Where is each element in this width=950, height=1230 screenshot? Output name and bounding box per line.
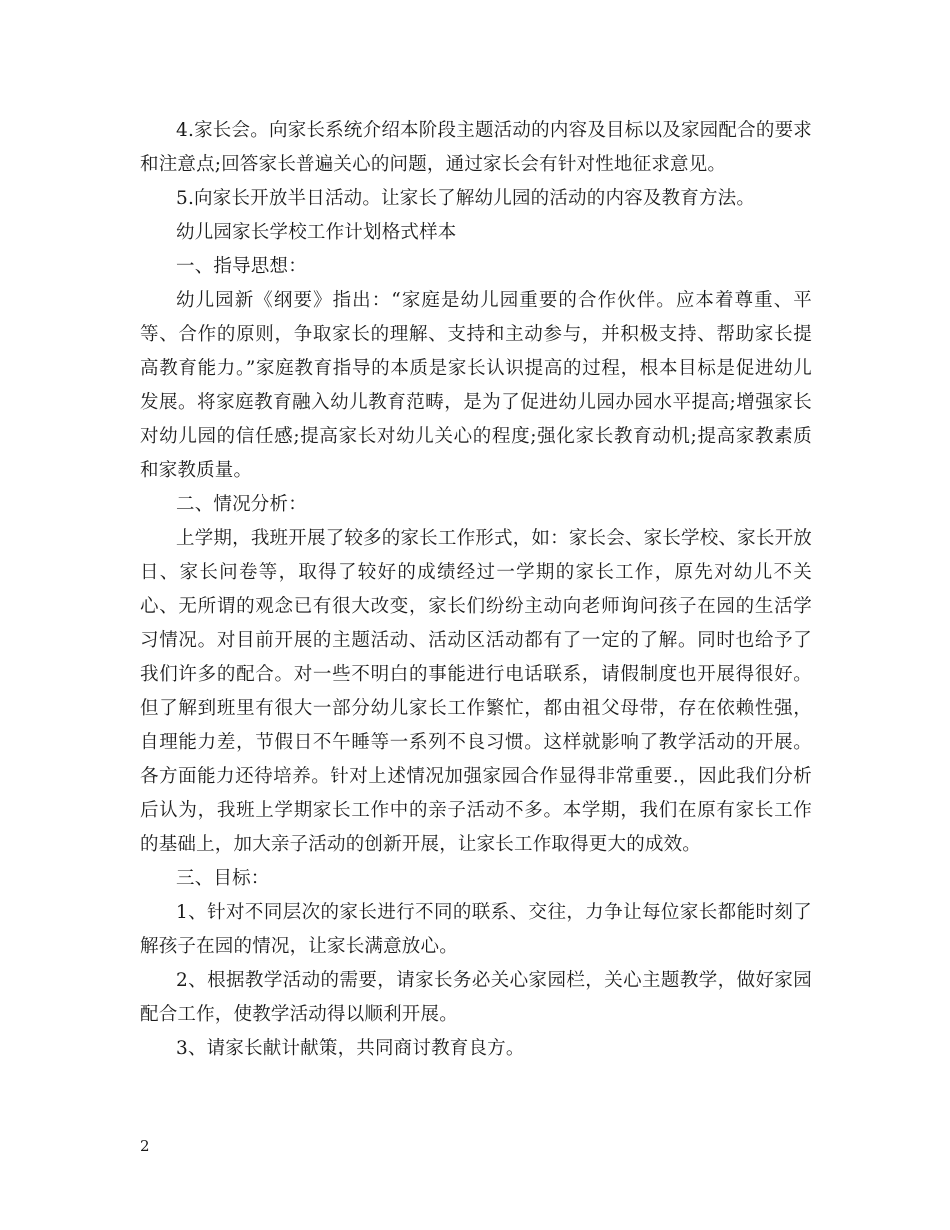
page-body <box>140 114 812 1066</box>
paragraph-guiding-ideology: 幼儿园新《纲要》指出：“家庭是幼儿园重要的合作伙伴。应本着尊重、平等、合作的原则，争取家长的理解、支持和主动参与，并积极支持、帮助家长提高教育能力。”家庭教育指导的本质是家长认识提高的过程，根本目标是促进幼儿发展。将家庭教育融入幼儿教育范畴，是为了促进幼儿园办园水平提高;增强家长对幼儿园的信任感;提高家长对幼儿关心的程度;强化家长教育动机;提高家教素质和家教质量。 <box>140 290 812 481</box>
goal-item-1: 1、针对不同层次的家长进行不同的联系、交往，力争让每位家长都能时刻了解孩子在园的情况，让家长满意放心。 <box>140 902 812 957</box>
heading-situation-analysis: 二、情况分析： <box>176 494 307 515</box>
heading-guiding-ideology: 一、指导思想： <box>176 256 307 277</box>
section-title: 幼儿园家长学校工作计划格式样本 <box>176 222 457 243</box>
paragraph-open-half-day: 5.向家长开放半日活动。让家长了解幼儿园的活动的内容及教育方法。 <box>176 188 756 209</box>
paragraph-situation-analysis: 上学期，我班开展了较多的家长工作形式，如：家长会、家长学校、家长开放日、家长问卷等，取得了较好的成绩经过一学期的家长工作，原先对幼儿不关心、无所谓的观念已有很大改变，家长们纷纷主动向老师询问孩子在园的生活学习情况。对目前开展的主题活动、活动区活动都有了一定的了解。同时也给予了我们许多的配合。对一些不明白的事能进行电话联系，请假制度也开展得很好。但了解到班里有很大一部分幼儿家长工作繁忙，都由祖父母带，存在依赖性强，自理能力差，节假日不午睡等一系列不良习惯。这样就影响了教学活动的开展。各方面能力还待培养。针对上述情况加强家园合作显得非常重要.，因此我们分析后认为，我班上学期家长工作中的亲子活动不多。本学期，我们在原有家长工作的基础上，加大亲子活动的创新开展，让家长工作取得更大的成效。 <box>140 528 812 855</box>
goal-item-2: 2、根据教学活动的需要，请家长务必关心家园栏，关心主题教学，做好家园配合工作，使教学活动得以顺利开展。 <box>140 970 812 1025</box>
paragraph-parent-meeting: 4.家长会。向家长系统介绍本阶段主题活动的内容及目标以及家园配合的要求和注意点;回答家长普遍关心的问题，通过家长会有针对性地征求意见。 <box>140 120 812 175</box>
page-number: 2 <box>140 1137 150 1155</box>
heading-goals: 三、目标： <box>176 868 270 889</box>
goal-item-3: 3、请家长献计献策，共同商讨教育良方。 <box>176 1038 525 1059</box>
